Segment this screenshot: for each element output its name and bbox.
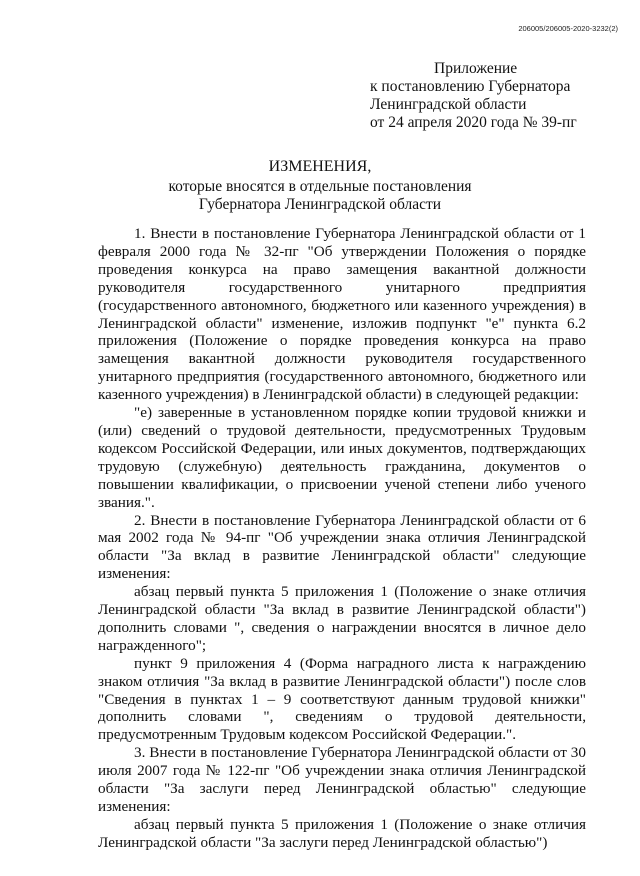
paragraph: "е) заверенные в установленном порядке копии трудовой книжки и (или) сведений о трудовой деятельности, предусмотренных Трудовым кодексом Российской Федерации, или иных документов, подтверждающих трудовую (служебную) деятельность гражданина, документов о повышении квалификации, о присвоении ученой степени либо ученого звания.". — [98, 404, 586, 511]
document-title — [0, 158, 640, 214]
appendix-line: к постановлению Губернатора — [370, 78, 571, 95]
appendix-line: Приложение — [434, 60, 518, 77]
paragraph: абзац первый пункта 5 приложения 1 (Положение о знаке отличия Ленинградской области "За заслуги перед Ленинградской областью") — [98, 815, 586, 851]
document-body — [98, 225, 586, 852]
appendix-line: Ленинградской области — [370, 96, 527, 113]
paragraph: 1. Внести в постановление Губернатора Ленинградской области от 1 февраля 2000 года № 32-пг "Об утверждении Положения о порядке проведения конкурса на право замещения вакантной должности руководителя государственного унитарного предприятия (государственного автономного, бюджетного или казенного учреждения) в Ленинградской области" изменение, изложив подпункт "е" пункта 6.2 приложения (Положение о порядке проведения конкурса на право замещения вакантной должности руководителя государственного унитарного предприятия (государственного автономного, бюджетного или казенного учреждения) в Ленинградской области) в следующей редакции: — [98, 225, 586, 404]
appendix-line: от 24 апреля 2020 года № 39-пг — [370, 114, 577, 131]
title-main: ИЗМЕНЕНИЯ, — [268, 158, 372, 175]
paragraph: абзац первый пункта 5 приложения 1 (Положение о знаке отличия Ленинградской области "За вклад в развитие Ленинградской области") дополнить словами ", сведения о награждении вносятся в личное дело награжденного"; — [98, 583, 586, 654]
title-subtitle: которые вносятся в отдельные постановления — [168, 178, 472, 195]
title-subtitle: Губернатора Ленинградской области — [198, 196, 442, 213]
document-id: 206005/206005-2020-3232(2) — [518, 24, 618, 33]
paragraph: 2. Внести в постановление Губернатора Ленинградской области от 6 мая 2002 года № 94-пг "Об учреждении знака отличия Ленинградской области "За вклад в развитие Ленинградской области" следующие изменения: — [98, 511, 586, 583]
paragraph: пункт 9 приложения 4 (Форма наградного листа к награждению знаком отличия "За вклад в развитие Ленинградской области") после слов "Сведения в пунктах 1 – 9 соответствуют данным трудовой книжки" дополнить словами ", сведениям о трудовой деятельности, предусмотренным Трудовым кодексом Российской Федерации.". — [98, 654, 586, 744]
appendix-header — [370, 60, 577, 132]
paragraph: 3. Внести в постановление Губернатора Ленинградской области от 30 июля 2007 года № 122-пг "Об учреждении знака отличия Ленинградской области "За заслуги перед Ленинградской областью" следующие изменения: — [98, 744, 586, 815]
